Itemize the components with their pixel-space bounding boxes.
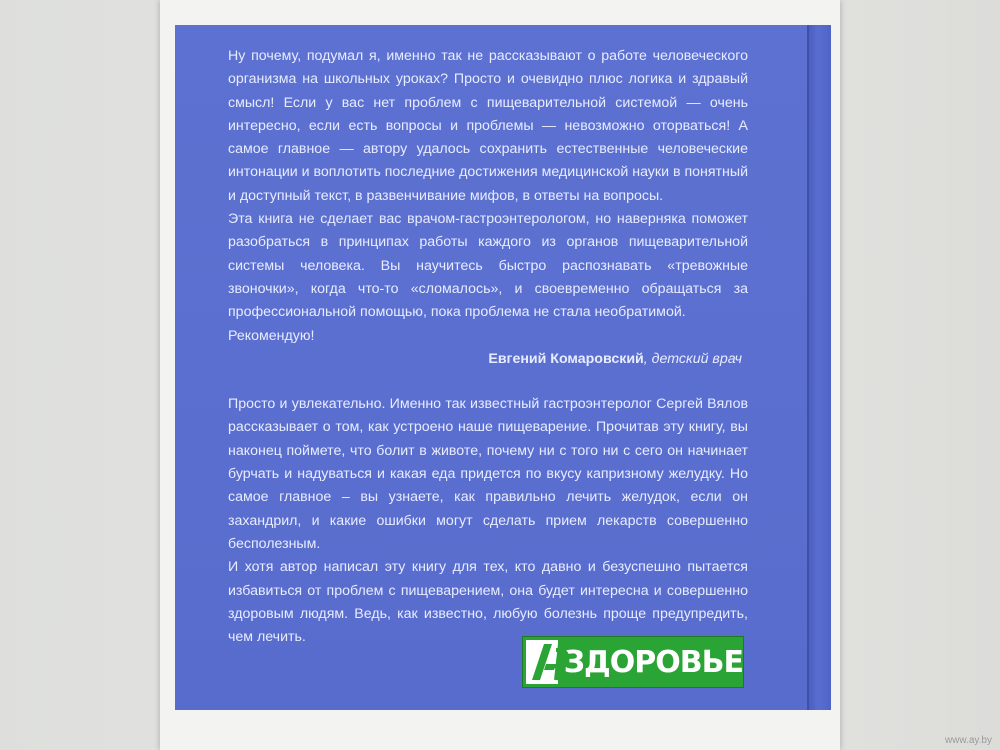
cover-text xyxy=(228,45,748,649)
author-role: , детский врач xyxy=(643,350,742,367)
publisher-logo xyxy=(522,636,744,688)
logo-text: ЗДОРОВЬЕ xyxy=(563,644,743,680)
aif-logo-icon xyxy=(526,640,558,684)
paragraph-1: Ну почему, подумал я, именно так не рассказывают о работе человеческого организма на школьных уроках? Просто и очевидно плюс логика и здравый смысл! Если у вас нет проблем с пищеварительной системой — очень интересно, если есть вопросы и проблемы — невозможно оторваться! А самое главное — автору удалось сохранить естественные человеческие интонации и воплотить последние достижения медицинской науки в понятный и доступный текст, в развенчивание мифов, в ответы на вопросы. xyxy=(228,48,748,204)
book-spine xyxy=(807,25,831,710)
paragraph-2: Эта книга не сделает вас врачом-гастроэнтерологом, но наверняка поможет разобраться в принципах работы каждого из органов пищеварительной системы человека. Вы научитесь быстро распознавать «тревожные звоночки», когда что-то «сломалось», и своевременно обращаться за профессиональной помощью, пока проблема не стала необратимой. xyxy=(228,211,748,321)
paragraph-3: Рекомендую! xyxy=(228,327,315,344)
author-name: Евгений Комаровский xyxy=(488,350,644,367)
author-signature xyxy=(228,348,748,371)
paragraph-5: И хотя автор написал эту книгу для тех, кто давно и безуспешно пытается избавиться от проблем с пищеварением, она будет интересна и совершенно здоровым людям. Ведь, как известно, любую болезнь проще предупредить, чем лечить. xyxy=(228,559,748,646)
paragraph-4: Просто и увлекательно. Именно так известный гастроэнтеролог Сергей Вялов рассказывает о том, как устроено наше пищеварение. Прочитав эту книгу, вы наконец поймете, что болит в животе, почему ни с того ни с сего он начинает бурчать и надуваться и какая еда придется по вкусу капризному желудку. Но самое главное – вы узнаете, как правильно лечить желудок, если он захандрил, и какие ошибки могут сделать прием лекарств совершенно бесполезным. xyxy=(228,396,748,552)
watermark: www.ay.by xyxy=(944,735,992,746)
